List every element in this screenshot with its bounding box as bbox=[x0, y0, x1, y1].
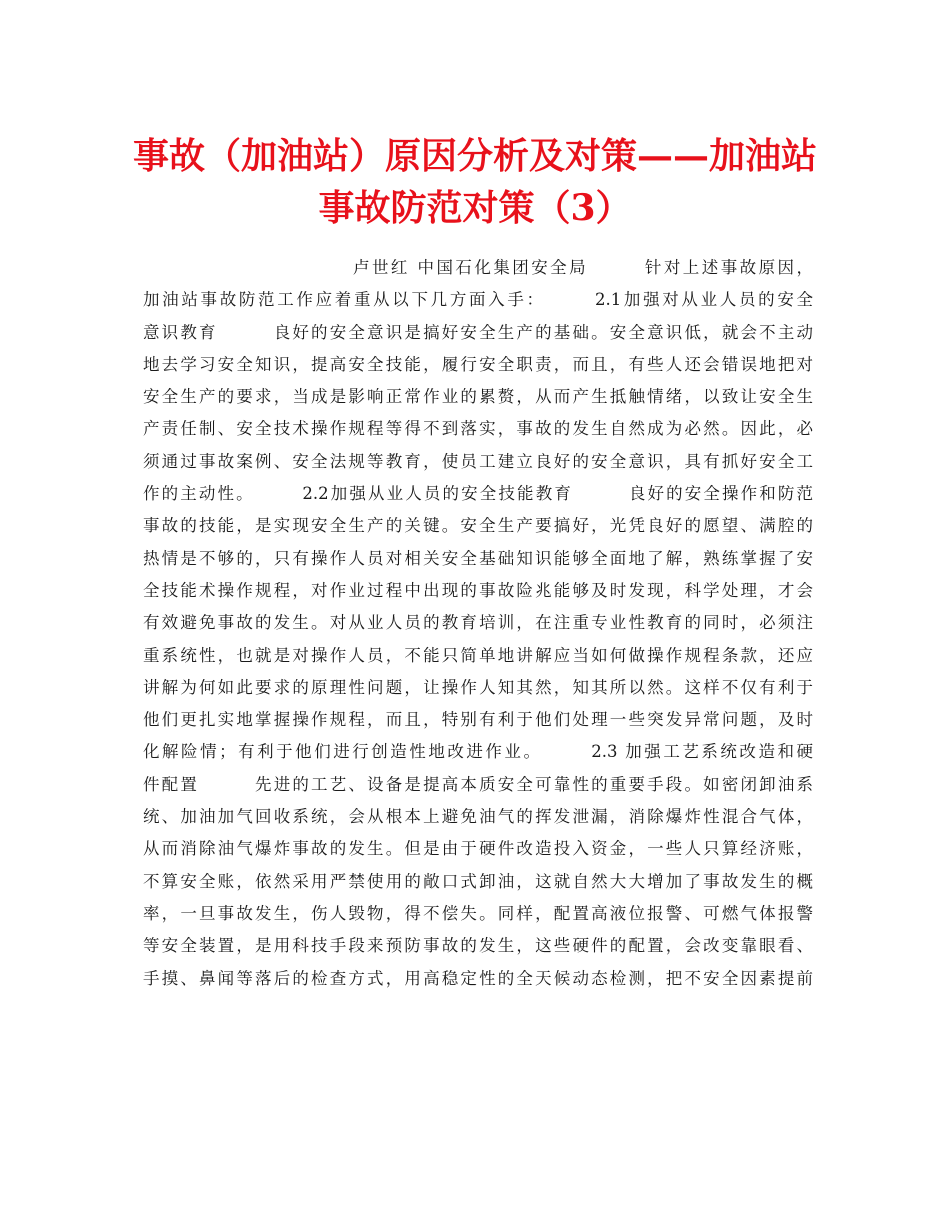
body-line: 讲解为何如此要求的原理性问题，让操作人知其然，知其所以然。这样不仅有利于 bbox=[143, 677, 813, 697]
body-line: 事故的技能，是实现安全生产的关键。安全生产要搞好，光凭良好的愿望、满腔的 bbox=[143, 516, 813, 536]
body-line: 统、加油加气回收系统，会从根本上避免油气的挥发泄漏，消除爆炸性混合气体， bbox=[143, 807, 813, 827]
body-line: 地去学习安全知识，提高安全技能，履行安全职责，而且，有些人还会错误地把对 bbox=[143, 354, 813, 374]
body-line: 手摸、鼻闻等落后的检查方式，用高稳定性的全天候动态检测，把不安全因素提前 bbox=[143, 968, 813, 988]
body-line: 不算安全账，依然采用严禁使用的敞口式卸油，这就自然大大增加了事故发生的概 bbox=[143, 871, 813, 891]
body-line: 安全生产的要求，当成是影响正常作业的累赘，从而产生抵触情绪，以致让安全生 bbox=[143, 387, 813, 407]
body-line: 产责任制、安全技术操作规程等得不到落实，事故的发生自然成为必然。因此，必 bbox=[143, 419, 813, 439]
body-line: 意识教育 良好的安全意识是搞好安全生产的基础。安全意识低，就会不主动 bbox=[143, 322, 813, 342]
body-line: 须通过事故案例、安全法规等教育，使员工建立良好的安全意识，具有抓好安全工 bbox=[143, 451, 813, 471]
body-line: 他们更扎实地掌握操作规程，而且，特别有利于他们处理一些突发异常问题，及时 bbox=[143, 710, 813, 730]
title-line-1: 事故（加油站）原因分析及对策——加油站 bbox=[132, 135, 817, 177]
body-line: 从而消除油气爆炸事故的发生。但是由于硬件改造投入资金，一些人只算经济账， bbox=[143, 839, 813, 859]
body-line: 件配置 先进的工艺、设备是提高本质安全可靠性的重要手段。如密闭卸油系 bbox=[143, 774, 813, 794]
body-line: 作的主动性。 2.2加强从业人员的安全技能教育 良好的安全操作和防范 bbox=[143, 484, 813, 504]
body-line: 等安全装置，是用科技手段来预防事故的发生，这些硬件的配置，会改变靠眼看、 bbox=[143, 936, 813, 956]
body-line: 重系统性，也就是对操作人员，不能只简单地讲解应当如何做操作规程条款，还应 bbox=[143, 645, 813, 665]
body-line: 有效避免事故的发生。对从业人员的教育培训，在注重专业性教育的同时，必须注 bbox=[143, 613, 813, 633]
body-line: 化解险情；有利于他们进行创造性地改进作业。 2.3 加强工艺系统改造和硬 bbox=[143, 742, 813, 762]
body-line: 全技能术操作规程，对作业过程中出现的事故险兆能够及时发现，科学处理，才会 bbox=[143, 580, 813, 600]
body-line: 率，一旦事故发生，伤人毁物，得不偿失。同样，配置高液位报警、可燃气体报警 bbox=[143, 903, 813, 923]
body-line: 热情是不够的，只有操作人员对相关安全基础知识能够全面地了解，熟练掌握了安 bbox=[143, 548, 813, 568]
body-line: 卢世红 中国石化集团安全局 针对上述事故原因， bbox=[353, 258, 813, 277]
document-title bbox=[110, 130, 840, 234]
title-line-2: 事故防范对策（3） bbox=[318, 187, 632, 229]
body-line: 加油站事故防范工作应着重从以下几方面入手： 2.1加强对从业人员的安全 bbox=[143, 290, 813, 310]
document-body bbox=[143, 252, 813, 995]
